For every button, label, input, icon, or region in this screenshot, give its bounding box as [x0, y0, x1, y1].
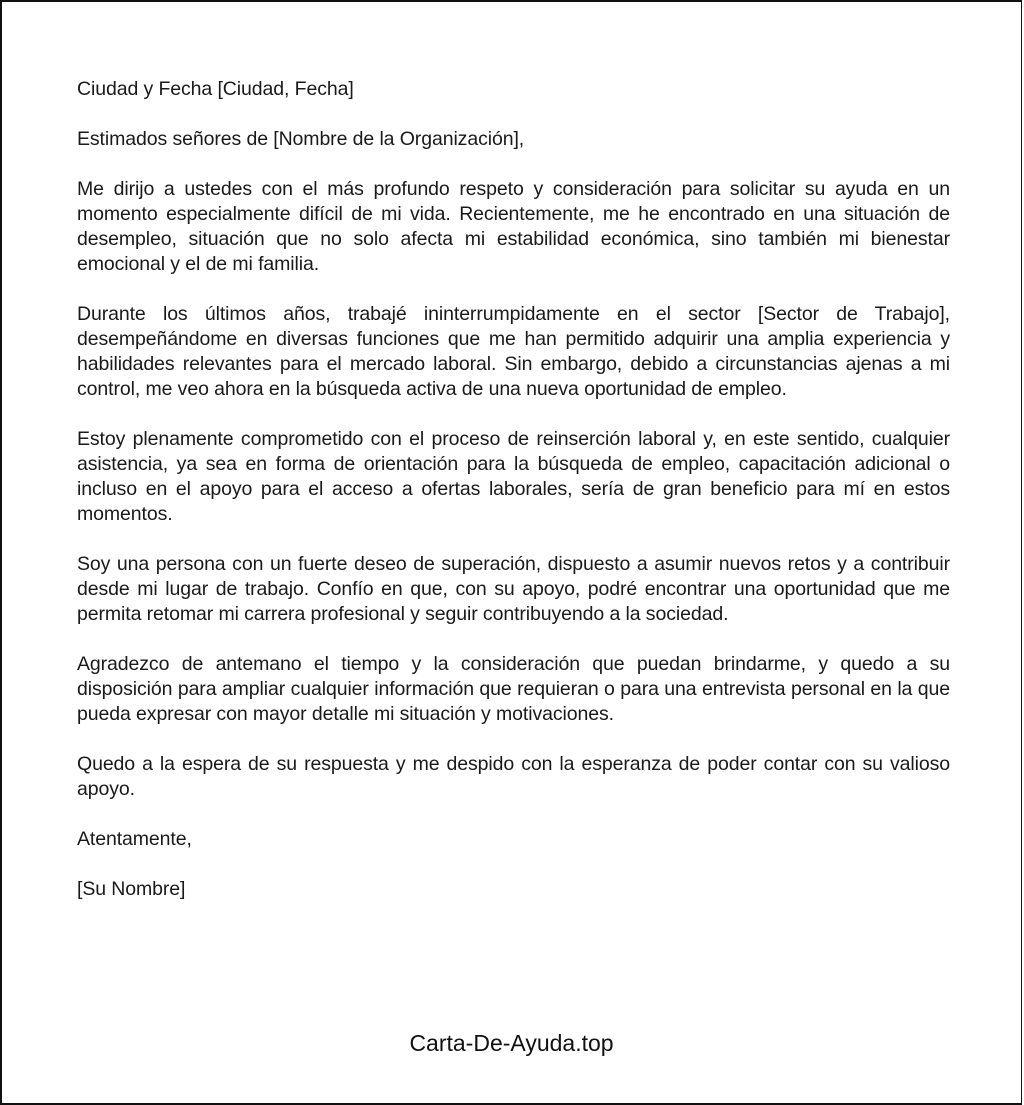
paragraph-thanks: Agradezco de antemano el tiempo y la consideración que puedan brindarme, y quedo a su disposición para ampliar cualquier información que requieran o para una entrevista personal en la que pueda expresar con mayor detalle mi situación y motivaciones.: [77, 653, 950, 725]
paragraph-farewell: Quedo a la espera de su respuesta y me despido con la esperanza de poder contar con su valioso apoyo.: [77, 753, 950, 800]
closing: Atentamente,: [77, 828, 192, 850]
letter-body: [77, 77, 950, 927]
salutation: Estimados señores de [Nombre de la Organización],: [77, 128, 525, 150]
signature: [Su Nombre]: [77, 878, 186, 900]
date-line: Ciudad y Fecha [Ciudad, Fecha]: [77, 78, 354, 100]
paragraph-experience: Durante los últimos años, trabajé ininterrumpidamente en el sector [Sector de Trabajo], desempeñándome en diversas funciones que me han permitido adquirir una amplia experiencia y habilidades relevantes para el mercado laboral. Sin embargo, debido a circunstancias ajenas a mi control, me veo ahora en la búsqueda activa de una nueva oportunidad de empleo.: [77, 303, 950, 400]
site-footer: Carta-De-Ayuda.top: [409, 1030, 614, 1056]
paragraph-commitment: Estoy plenamente comprometido con el proceso de reinserción laboral y, en este sentido, cualquier asistencia, ya sea en forma de orientación para la búsqueda de empleo, capacitación adicional o incluso en el apoyo para el acceso a ofertas laborales, sería de gran beneficio para mí en estos momentos.: [77, 428, 950, 525]
paragraph-request: Me dirijo a ustedes con el más profundo respeto y consideración para solicitar su ayuda en un momento especialmente difícil de mi vida. Recientemente, me he encontrado en una situación de desempleo, situación que no solo afecta mi estabilidad económica, sino también mi bienestar emocional y el de mi familia.: [77, 178, 950, 275]
paragraph-motivation: Soy una persona con un fuerte deseo de superación, dispuesto a asumir nuevos retos y a contribuir desde mi lugar de trabajo. Confío en que, con su apoyo, podré encontrar una oportunidad que me permita retomar mi carrera profesional y seguir contribuyendo a la sociedad.: [77, 553, 950, 625]
